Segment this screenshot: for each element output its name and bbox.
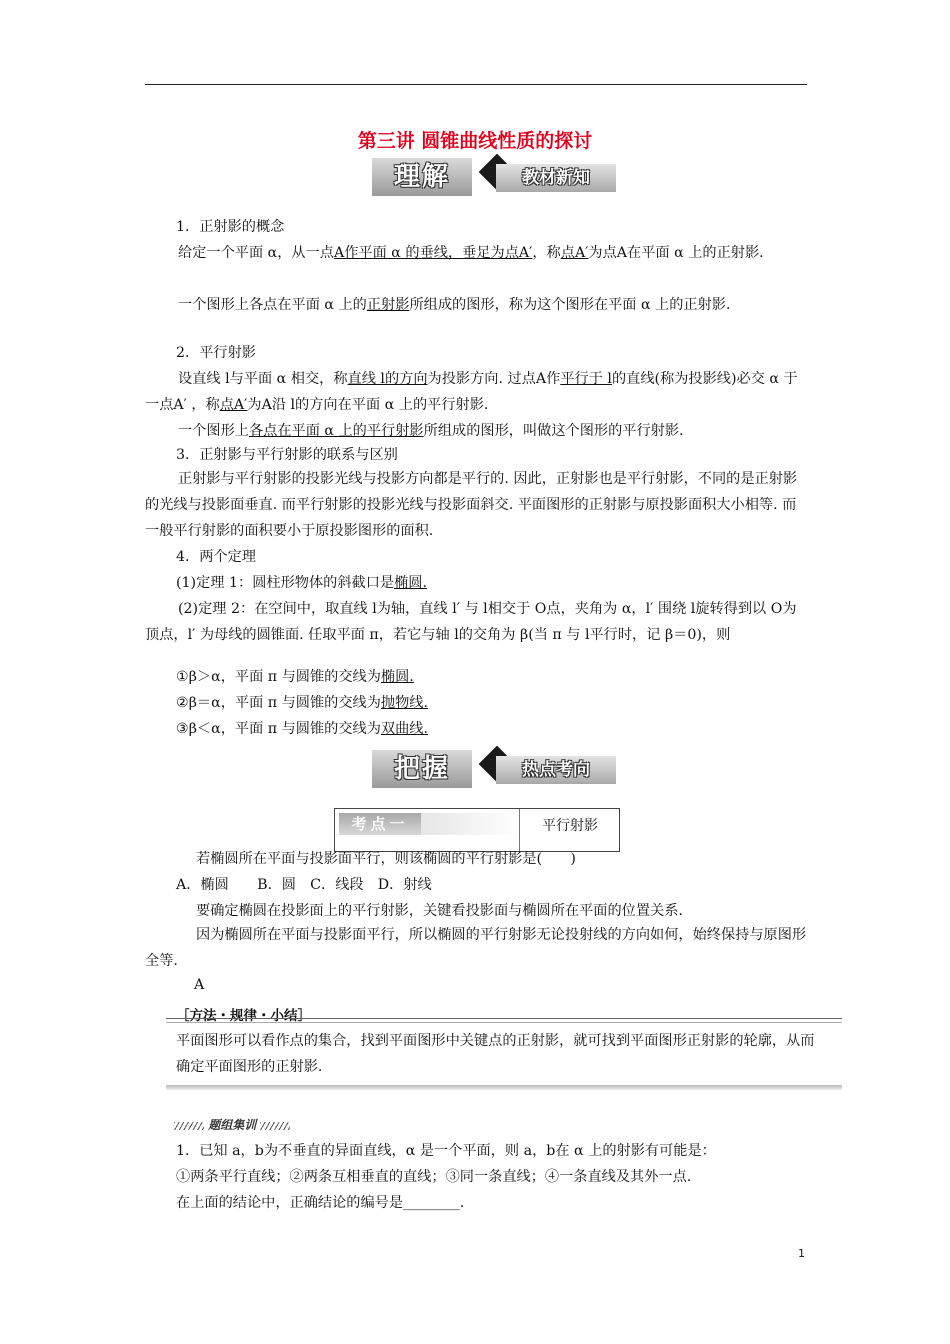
paragraph: 一个图形上各点在平面 α 上的正射影所组成的图形，称为这个图形在平面 α 上的正射影. <box>178 297 731 313</box>
exercise-1-line2: ①两条平行直线；②两条互相垂直的直线；③同一条直线；④一条直线及其外一点. <box>176 1169 692 1185</box>
question-options: A．椭圆 B．圆 C．线段 D．射线 <box>176 877 432 893</box>
topic-name: 平行射影 <box>542 818 598 834</box>
paragraph: 设直线 l与平面 α 相交，称直线 l的方向为投影方向. 过点A作平行于 l的直线(称为投影线)必交 α 于一点A′ ，称点A′为A沿 l的方向在平面 α 上的平行射影. <box>145 371 798 413</box>
method-summary-text: 平面图形可以看作点的集合，找到平面图形中关键点的正射影，就可找到平面图形正射影的轮廓，从而确定平面图形的正射影. <box>176 1033 815 1075</box>
section-heading: 1．正射影的概念 <box>176 219 285 235</box>
header-rule <box>145 84 807 85</box>
question-analysis: 要确定椭圆在投影面上的平行射影，关键看投影面与椭圆所在平面的位置关系. <box>196 903 683 919</box>
hatch-icon <box>174 1122 204 1130</box>
case-3: ③β＜α，平面 π 与圆锥的交线为双曲线. <box>176 721 428 737</box>
question-answer: A <box>194 977 205 993</box>
banner-right-label: 教材新知 <box>496 164 616 192</box>
section-banner-understand <box>372 158 616 196</box>
page-number: 1 <box>798 1247 805 1260</box>
exercise-1-line1: 1．已知 a，b为不垂直的异面直线，α 是一个平面，则 a，b在 α 上的射影有可能是： <box>176 1143 716 1159</box>
exercise-1-line3: 在上面的结论中，正确结论的编号是________. <box>176 1195 465 1211</box>
question-stem: 若椭圆所在平面与投影面平行，则该椭圆的平行射影是( ) <box>196 851 576 867</box>
section-banner-grasp <box>372 750 616 788</box>
banner-left-label: 理解 <box>372 158 472 196</box>
section-heading: 3．正射影与平行射影的联系与区别 <box>176 447 398 463</box>
section-heading: 2．平行射影 <box>176 345 256 361</box>
paragraph: 正射影与平行射影的投影光线与投影方向都是平行的. 因此，正射影也是平行射影，不同的是正射影的光线与投影面垂直. 而平行射影的投影光线与投影面斜交. 平面图形的正射影与原投影面积大小相等. 而一般平行射影的面积要小于原投影图形的面积. <box>145 471 798 539</box>
paragraph: 一个图形上各点在平面 α 上的平行射影所组成的图形，叫做这个图形的平行射影. <box>178 423 684 439</box>
theorem-1: (1)定理 1：圆柱形物体的斜截口是椭圆. <box>176 575 427 591</box>
case-2: ②β＝α，平面 π 与圆锥的交线为抛物线. <box>176 695 428 711</box>
method-summary-title: ［方法・规律・小结］ <box>176 1008 311 1024</box>
section-heading: 4．两个定理 <box>176 549 256 565</box>
topic-fade <box>421 813 519 835</box>
banner-left-label: 把握 <box>372 750 472 788</box>
summary-top-rule <box>166 1018 842 1023</box>
case-1: ①β＞α，平面 π 与圆锥的交线为椭圆. <box>176 669 414 685</box>
banner-right-label: 热点考向 <box>496 756 616 784</box>
summary-bottom-rule <box>166 1085 842 1090</box>
page-title: 第三讲 圆锥曲线性质的探讨 <box>357 130 593 152</box>
question-solution: 因为椭圆所在平面与投影面平行，所以椭圆的平行射影无论投射线的方向如何，始终保持与原图形全等. <box>145 927 807 969</box>
topic-label: 考点一 <box>339 813 421 835</box>
topic-divider <box>519 809 520 851</box>
paragraph: 给定一个平面 α，从一点A作平面 α 的垂线，垂足为点A′，称点A′为点A在平面 α 上的正射影. <box>178 245 764 261</box>
exercise-group-title: 题组集训 <box>174 1116 290 1133</box>
hatch-icon <box>260 1122 290 1130</box>
theorem-2: (2)定理 2：在空间中，取直线 l为轴，直线 l′ 与 l相交于 O点，夹角为 α，l′ 围绕 l旋转得到以 O为顶点，l′ 为母线的圆锥面. 任取平面 π，若它与轴 l的交角为 β(当 π 与 l平行时，记 β＝0)，则 <box>145 601 797 643</box>
